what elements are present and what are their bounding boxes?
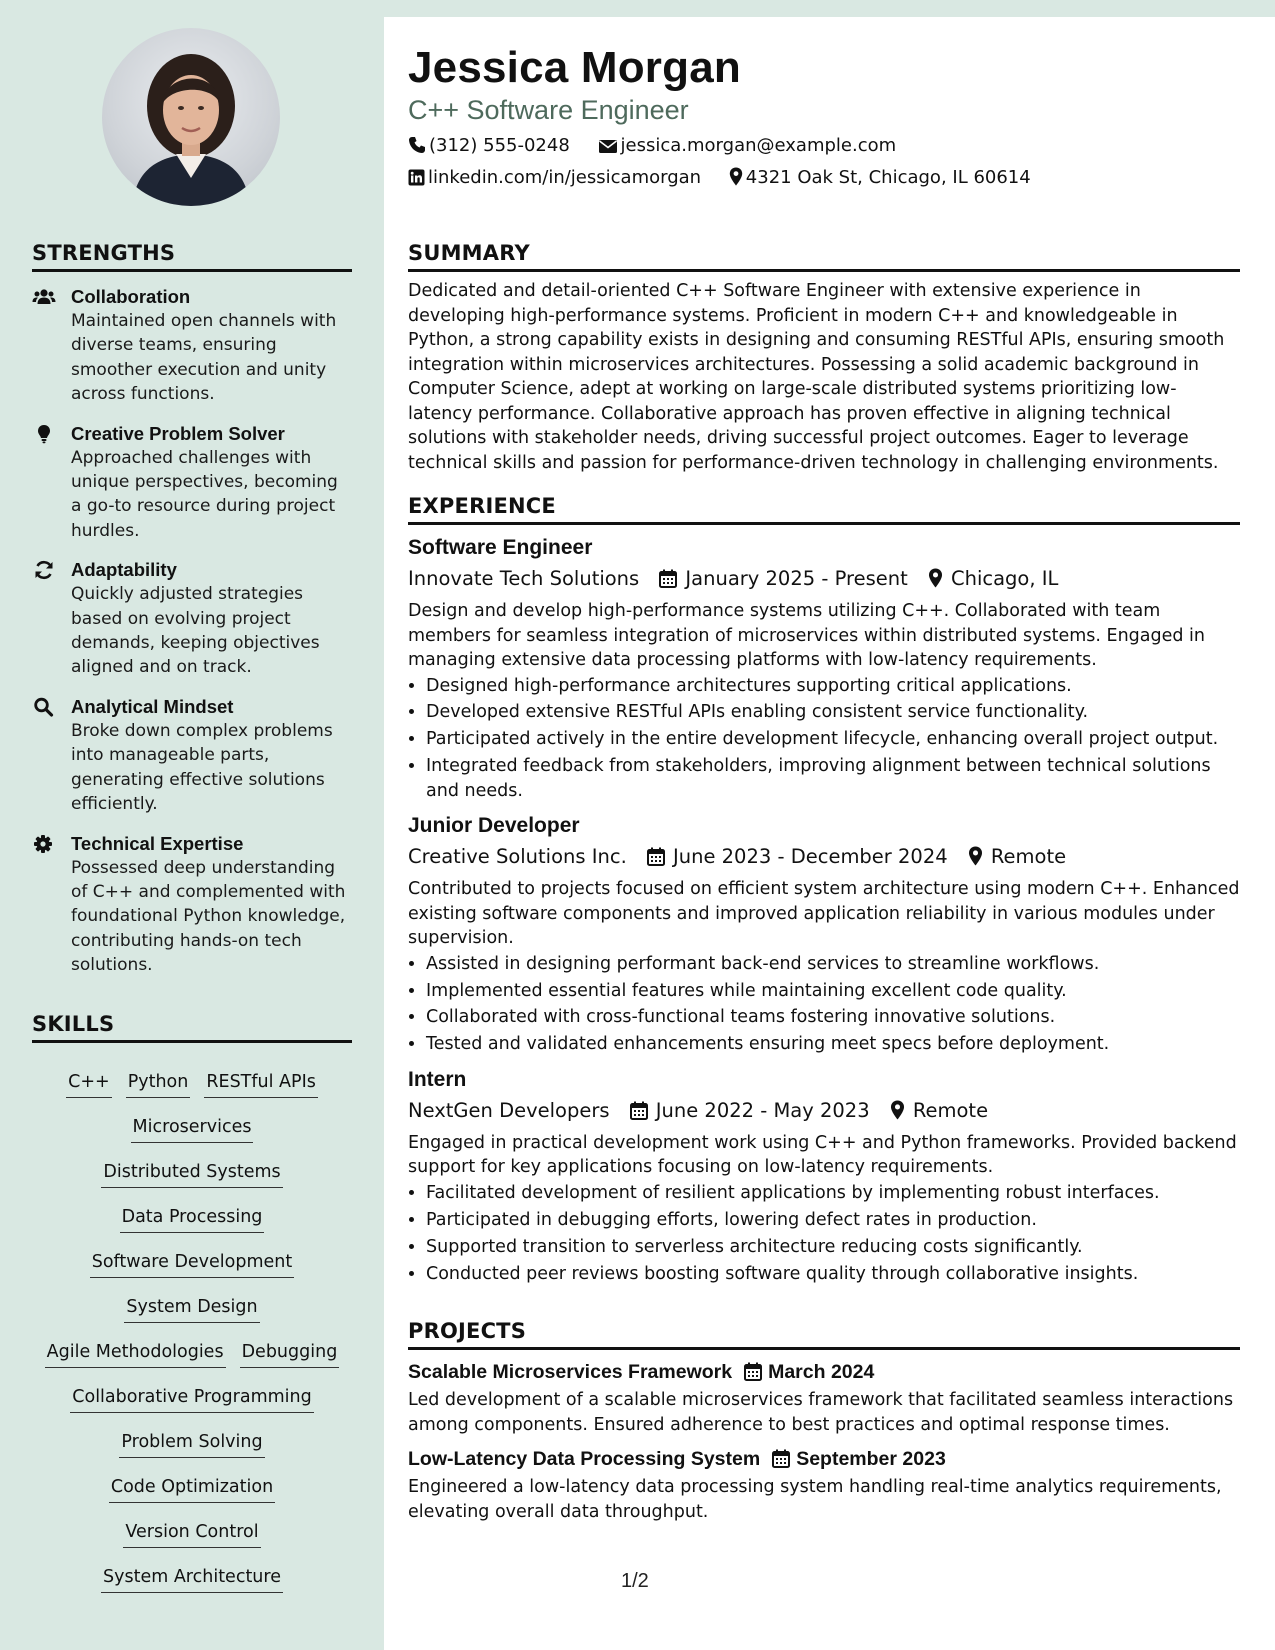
search-icon (32, 697, 56, 717)
top-accent-strip (384, 0, 1275, 17)
strength-desc: Broke down complex problems into manageable parts, generating effective solutions efficiently. (71, 720, 333, 815)
page-number: 1/2 (621, 1570, 649, 1592)
strengths-heading: STRENGTHS (32, 241, 352, 272)
job-dates-wrap (647, 843, 948, 871)
linkedin-text: linkedin.com/in/jessicamorgan (428, 167, 702, 188)
summary-heading: SUMMARY (408, 241, 1240, 272)
project-entry (408, 1446, 1240, 1524)
job-dates-wrap (630, 1097, 870, 1125)
skill-tag: Agile Methodologies (45, 1340, 226, 1368)
strength-desc: Quickly adjusted strategies based on evolving project demands, keeping objectives aligned and on track. (71, 584, 320, 678)
phone-text: (312) 555-0248 (429, 135, 570, 156)
strength-title: Creative Problem Solver (71, 422, 285, 444)
calendar-icon (630, 1101, 648, 1120)
job-location-wrap (968, 843, 1066, 871)
job-bullet: • Implemented essential features while maintaining excellent code quality. (426, 979, 1240, 1004)
job-entry (408, 1066, 1240, 1286)
job-location: Chicago, IL (950, 567, 1059, 590)
project-title: Scalable Microservices Framework (408, 1361, 733, 1383)
project-description: Led development of a scalable microservices framework that facilitated seamless interactions among components. Ensured adherence to best practices and optimal response times. (408, 1390, 1234, 1435)
job-location-wrap (890, 1097, 988, 1125)
skill-tag: System Architecture (101, 1565, 283, 1593)
skill-tag: Microservices (131, 1115, 254, 1143)
strength-desc: Possessed deep understanding of C++ and complemented with foundational Python knowledge, contributing hands-on tech solutions. (71, 857, 346, 976)
strength-item (32, 558, 352, 680)
job-bullets (408, 1181, 1240, 1286)
job-dates: June 2023 - December 2024 (672, 845, 948, 869)
strength-desc: Approached challenges with unique perspectives, becoming a go-to resource during project hurdles. (71, 447, 338, 541)
skill-tag: Software Development (90, 1250, 295, 1278)
project-date: September 2023 (796, 1448, 946, 1470)
projects-heading: PROJECTS (408, 1319, 1240, 1350)
skill-tag: RESTful APIs (204, 1070, 318, 1098)
lightbulb-icon (32, 424, 56, 444)
sync-icon (32, 560, 56, 580)
strength-item (32, 695, 352, 817)
job-bullet: • Assisted in designing performant back-end services to streamline workflows. (426, 952, 1240, 977)
project-header (408, 1359, 1240, 1386)
job-company: Innovate Tech Solutions (408, 567, 640, 590)
strength-title: Collaboration (71, 286, 191, 307)
skills-heading: SKILLS (32, 1012, 352, 1043)
calendar-icon (744, 1362, 762, 1381)
job-location: Remote (990, 845, 1067, 869)
job-description: Design and develop high-performance systems utilizing C++. Collaborated with team members for seamless integration of microservices within distributed systems. Engaged in managing extensive data processing platforms with low-latency requirements. (408, 601, 1205, 670)
project-entry (408, 1359, 1240, 1437)
skills-list (32, 1059, 352, 1599)
job-bullet: • Integrated feedback from stakeholders, improving alignment between technical solutions and needs. (426, 754, 1240, 803)
summary-text: Dedicated and detail-oriented C++ Software Engineer with extensive experience in developing high-performance systems. Proficient in modern C++ and knowledgeable in Python, a strong capability exists in designing and consuming RESTful APIs, ensuring smooth integration within microservices architectures. Possessing a solid academic background in Computer Science, adept at working on large-scale distributed systems prioritizing low-latency performance. Collaborative approach has proven effective in aligning technical solutions with stakeholder needs, driving successful project outcomes. Eager to leverage technical skills and passion for performance-driven technology in challenging environments. (408, 281, 1225, 473)
email-text: jessica.morgan@example.com (620, 135, 897, 156)
linkedin-icon (408, 169, 425, 186)
calendar-icon (772, 1449, 790, 1468)
job-bullet: • Supported transition to serverless architecture reducing costs significantly. (426, 1235, 1240, 1260)
strength-desc: Maintained open channels with diverse teams, ensuring smoother execution and unity across functions. (71, 311, 337, 405)
users-icon (32, 287, 56, 307)
project-date: March 2024 (768, 1361, 875, 1383)
email-contact[interactable] (598, 134, 897, 158)
strength-item (32, 285, 352, 407)
job-title: Junior Developer (408, 814, 580, 838)
job-title: Intern (408, 1067, 467, 1091)
profile-photo (102, 28, 280, 206)
project-title: Low-Latency Data Processing System (408, 1448, 761, 1470)
strength-title: Adaptability (71, 559, 177, 581)
projects-section (408, 1319, 1240, 1524)
job-bullets (408, 674, 1240, 804)
experience-section (408, 494, 1240, 1288)
phone-contact[interactable] (408, 134, 570, 158)
job-entry (408, 812, 1240, 1057)
job-bullet: • Tested and validated enhancements ensuring meet specs before deployment. (426, 1032, 1240, 1057)
gear-icon (32, 834, 56, 854)
project-description: Engineered a low-latency data processing system handling real-time analytics requirements, elevating overall data throughput. (408, 1477, 1222, 1522)
job-meta (408, 843, 1240, 871)
job-description: Contributed to projects focused on efficient system architecture using modern C++. Enhanced existing software components and improved application reliability in various modules under supervision. (408, 879, 1240, 949)
job-dates-wrap (659, 565, 907, 593)
summary-section (408, 241, 1240, 475)
job-location: Remote (912, 1098, 989, 1122)
skill-tag: Collaborative Programming (70, 1385, 313, 1413)
job-bullet: • Facilitated development of resilient applications by implementing robust interfaces. (426, 1181, 1240, 1206)
job-dates: June 2022 - May 2023 (655, 1098, 870, 1122)
job-company: NextGen Developers (408, 1098, 610, 1122)
skill-tag: Python (126, 1070, 191, 1098)
map-pin-icon (890, 1100, 905, 1120)
experience-heading: EXPERIENCE (408, 494, 1240, 525)
job-location-wrap (928, 565, 1058, 593)
skill-tag: Debugging (240, 1340, 340, 1368)
strengths-section (32, 241, 352, 978)
job-bullet: • Designed high-performance architectures supporting critical applications. (426, 674, 1240, 699)
candidate-name: Jessica Morgan (408, 43, 741, 92)
candidate-role: C++ Software Engineer (408, 95, 689, 125)
contact-row (408, 134, 918, 158)
skill-tag: Data Processing (120, 1205, 265, 1233)
job-bullet: • Developed extensive RESTful APIs enabling consistent service functionality. (426, 700, 1240, 725)
strength-item (32, 832, 352, 978)
job-description: Engaged in practical development work using C++ and Python frameworks. Provided backend support for key applications focusing on low-latency requirements. (408, 1132, 1237, 1178)
job-bullet: • Participated in debugging efforts, lowering defect rates in production. (426, 1208, 1240, 1233)
address-contact (729, 166, 1031, 190)
skills-section (32, 1012, 352, 1599)
strength-item (32, 422, 352, 544)
skill-tag: Problem Solving (119, 1430, 264, 1458)
job-title: Software Engineer (408, 536, 593, 559)
map-pin-icon (729, 167, 743, 186)
job-company: Creative Solutions Inc. (408, 845, 627, 869)
skill-tag: Code Optimization (109, 1475, 275, 1503)
contact-row (408, 166, 1053, 190)
skill-tag: Distributed Systems (101, 1160, 282, 1188)
map-pin-icon (928, 568, 943, 588)
phone-icon (408, 136, 426, 154)
job-meta (408, 1097, 1240, 1125)
job-meta (408, 565, 1240, 593)
address-text: 4321 Oak St, Chicago, IL 60614 (745, 167, 1031, 188)
strength-title: Analytical Mindset (71, 695, 234, 717)
map-pin-icon (968, 846, 983, 866)
job-dates: January 2025 - Present (685, 567, 908, 590)
job-entry (408, 534, 1240, 803)
job-bullet: • Participated actively in the entire development lifecycle, enhancing overall project output. (426, 727, 1240, 752)
job-bullet: • Collaborated with cross-functional teams fostering innovative solutions. (426, 1005, 1240, 1030)
job-bullets (408, 952, 1240, 1057)
linkedin-contact[interactable] (408, 166, 701, 190)
strength-title: Technical Expertise (71, 832, 244, 854)
project-header (408, 1446, 1240, 1473)
calendar-icon (659, 569, 677, 588)
skill-tag: Version Control (123, 1520, 260, 1548)
calendar-icon (647, 847, 665, 866)
envelope-icon (598, 138, 618, 154)
skill-tag: System Design (124, 1295, 259, 1323)
job-bullet: • Conducted peer reviews boosting software quality through collaborative insights. (426, 1262, 1240, 1287)
skill-tag: C++ (66, 1070, 112, 1098)
